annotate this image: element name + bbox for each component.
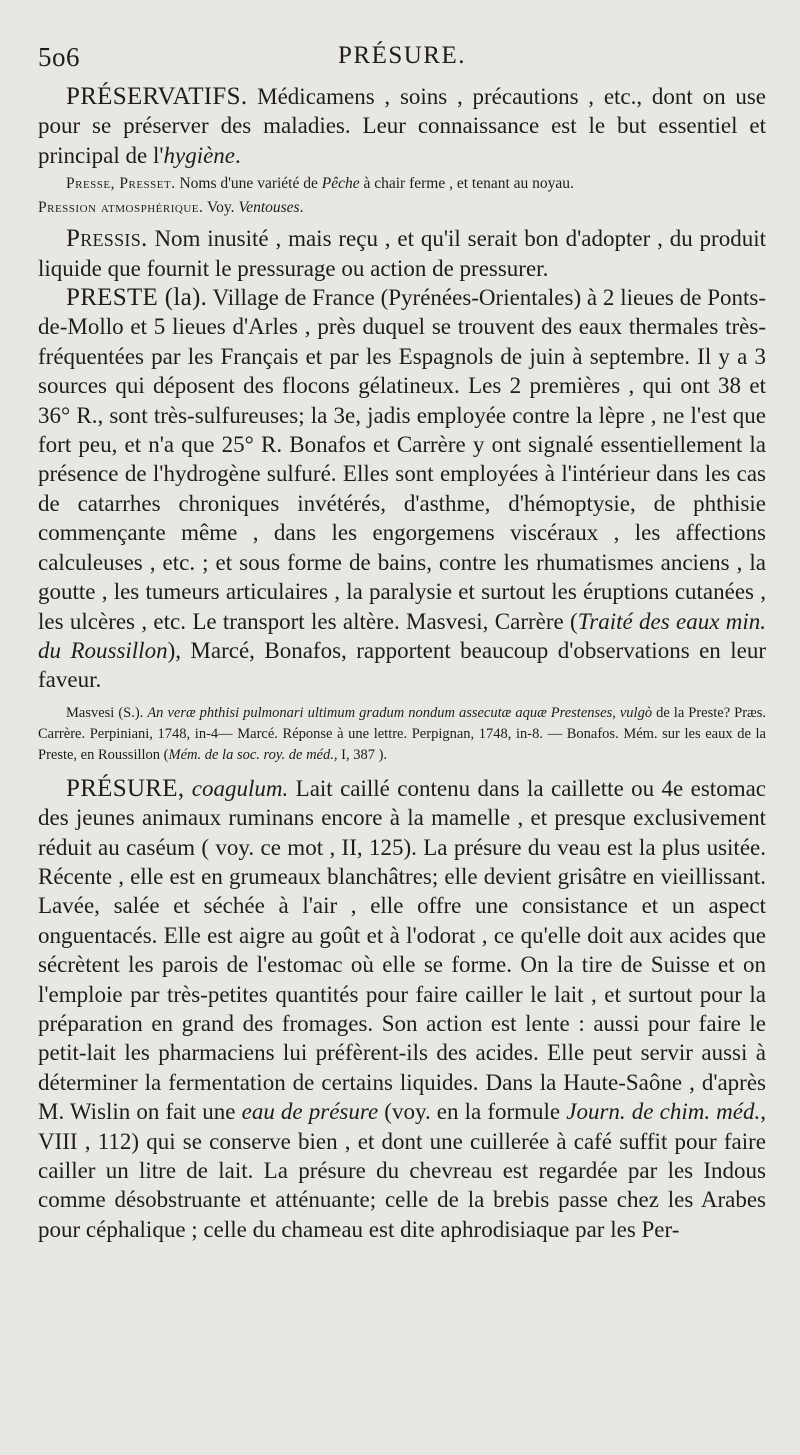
- bib-text: Masvesi (S.).: [66, 704, 148, 721]
- entry-text: Nom inusité , mais reçu , et qu'il serait bon d'adopter , du produit liquide que fournit le pressurage ou action de pressurer.: [38, 226, 766, 281]
- entry-head: PRÉSURE,: [66, 774, 185, 802]
- entry-text: Médicamens , soins , précautions , etc., dont on use pour se préserver des maladies. Leur connaissance est le but essentiel et principal de l': [38, 84, 766, 168]
- entry-pressis: [38, 224, 766, 283]
- entry-head: PRESTE (la).: [66, 284, 208, 312]
- entry-presure: [38, 774, 766, 1245]
- page-header: [38, 42, 766, 82]
- entry-pression: [38, 198, 766, 218]
- entry-text: (voy. en la formule: [378, 1099, 567, 1125]
- entry-italic: eau de présure: [241, 1099, 379, 1125]
- entry-italic: Journ. de chim. méd.: [566, 1099, 761, 1125]
- running-title: PRÉSURE.: [337, 42, 466, 69]
- entry-text: ), Marcé, Bonafos, rapportent beaucoup d'observations en leur faveur.: [38, 637, 766, 693]
- entry-text: Voy.: [203, 199, 239, 217]
- entry-text: .: [299, 199, 304, 217]
- entry-italic: Traité des eaux min. du Roussillon: [38, 608, 767, 663]
- bib-italic: Mém. de la soc. roy. de méd.: [168, 746, 334, 763]
- entry-italic: Pêche: [321, 175, 360, 193]
- entry-head: Pression atmosphérique.: [38, 199, 204, 217]
- entry-italic: Ventouses: [238, 199, 300, 217]
- entry-presse: [38, 174, 766, 194]
- bib-text: , I, 387 ).: [333, 746, 388, 763]
- bib-text: de la Preste? Præs. Carrère. Perpiniani, 1748, in-4— Marcé. Réponse à une lettre. Perpignan, 1748, in-8. — Bonafos. Mém. sur les eaux de la Preste, en Roussillon (: [38, 704, 766, 763]
- entry-head: PRÉSERVATIFS.: [66, 83, 248, 110]
- entry-text: .: [235, 142, 241, 168]
- entry-head: Presse, Presset.: [66, 175, 176, 193]
- entry-italic-head: coagulum.: [184, 775, 289, 801]
- entry-preservatifs: [38, 82, 766, 170]
- entry-text: Noms d'une variété de: [175, 175, 322, 193]
- entry-head: Pressis.: [66, 225, 148, 253]
- bibliography-preste: [38, 703, 766, 766]
- bib-italic: An veræ phthisi pulmonari ultimum gradum nondum assecutæ aquæ Prestenses, vulgò: [147, 704, 653, 721]
- entry-text: à chair ferme , et tenant au noyau.: [359, 175, 574, 193]
- entry-text: Lait caillé contenu dans la caillette ou 4e estomac des jeunes animaux ruminans encore à la mamelle , et presque exclusivement réduit au caséum ( voy. ce mot , II, 125). La présure du veau est la plus usitée. Récente , elle est en grumeaux blanchâtres; elle devient grisâtre en vieillissant. Lavée, salée et séchée à l'air , elle offre une consistance et un aspect onguentacés. Elle est aigre au goût et à l'odorat , ce qu'elle doit aux acides que sécrètent les parois de l'estomac où elle se forme. On la tire de Suisse et on l'emploie par très-petites quantités pour faire cailler le lait , et surtout pour la préparation en grand des fromages. Son action est lente : aussi pour faire le petit-lait les pharmaciens lui préfèrent-ils des acides. Elle peut servir aussi à déterminer la fermentation de certains liquides. Dans la Haute-Saône , d'après M. Wislin on fait une: [38, 775, 767, 1125]
- entry-text: Village de France (Pyrénées-Orientales) à 2 lieues de Ponts-de-Mollo et 5 lieues d'Arles , près duquel se trouvent des eaux thermales très-fréquentées par les Français et par les Espagnols de juin à septembre. Il y a 3 sources qui déposent des flocons gélatineux. Les 2 premières , qui ont 38 et 36° R., sont très-sulfureuses; la 3e, jadis employée contre la lèpre , ne l'est que fort peu, et n'a que 25° R. Bonafos et Carrère y ont signalé essentiellement la présence de l'hydrogène sulfuré. Elles sont employées à l'intérieur dans les cas de catarrhes chroniques invétérés, d'asthme, d'hémoptysie, de phthisie commençante même , dans les engorgemens viscéraux , les affections calculeuses , etc. ; et sous forme de bains, contre les rhumatismes anciens , la goutte , les tumeurs articulaires , la paralysie et surtout les éruptions cutanées , les ulcères , etc. Le transport les altère. Masvesi, Carrère (: [38, 285, 767, 634]
- entry-italic: hygiène: [163, 142, 236, 168]
- entry-text: , VIII , 112) qui se conserve bien , et dont une cuillerée à café suffit pour faire cailler un litre de lait. La présure du chevreau est regardée par les Indous comme désobstruante et atténuante; celle de la brebis passe chez les Arabes pour céphalique ; celle du chameau est dite aphrodisiaque par les Per-: [38, 1099, 766, 1242]
- entry-preste: [38, 283, 766, 695]
- page-number: 5o6: [38, 42, 80, 72]
